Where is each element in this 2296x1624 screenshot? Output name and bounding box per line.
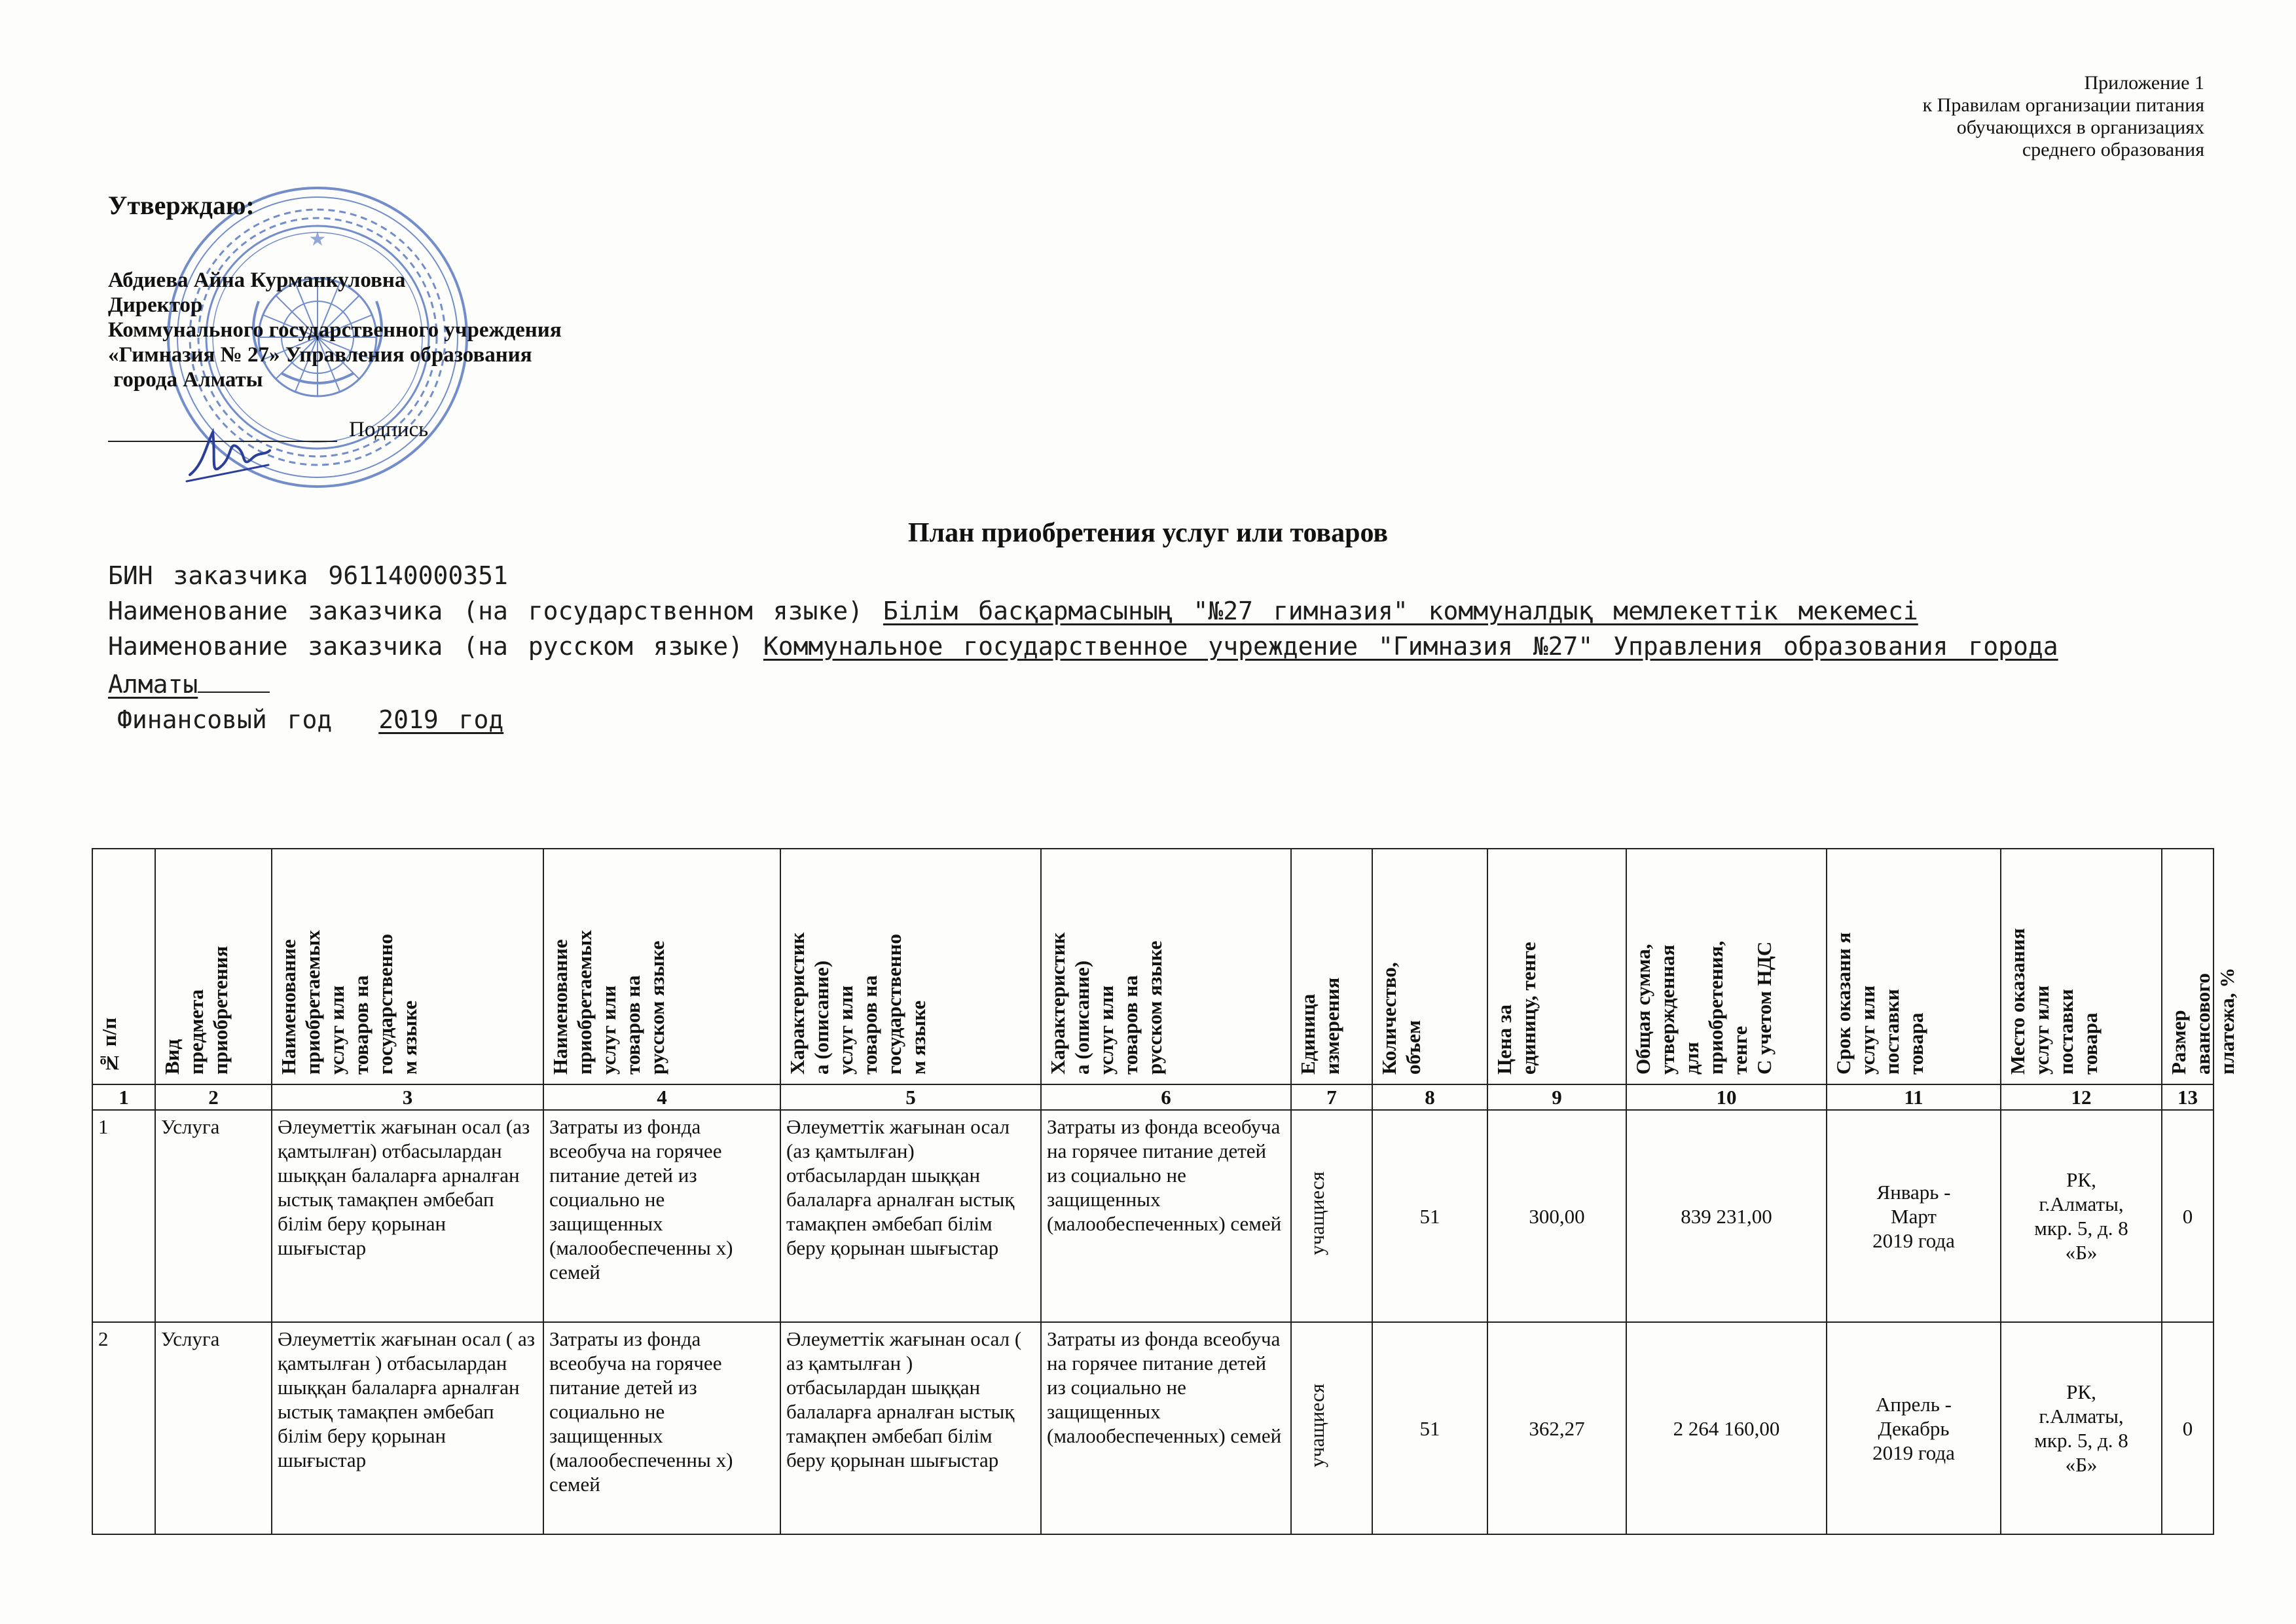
column-number: 10 xyxy=(1626,1084,1827,1110)
row-price: 362,27 xyxy=(1487,1322,1626,1534)
organization-line: «Гимназия № 27» Управления образования xyxy=(108,343,532,367)
row-qty: 51 xyxy=(1372,1322,1487,1534)
underline-pad xyxy=(198,664,270,693)
column-number: 13 xyxy=(2162,1084,2214,1110)
approver-name: Абдиева Айна Курманкуловна xyxy=(108,268,406,292)
header-cell: Наименование приобретаемых услуг или товаров на государственно м языке xyxy=(272,849,543,1084)
approver-position: Директор xyxy=(108,293,203,317)
appendix-note xyxy=(1484,72,2204,161)
approval-heading: Утверждаю: xyxy=(108,191,255,220)
row-advance: 0 xyxy=(2162,1110,2214,1322)
name-state-value: Білім басқармасының "№27 гимназия" коммуналдық мемлекеттік мекемесі xyxy=(883,597,1918,625)
column-number: 2 xyxy=(155,1084,272,1110)
row-kind: Услуга xyxy=(155,1110,272,1322)
row-kind: Услуга xyxy=(155,1322,272,1534)
document-title: План приобретения услуг или товаров xyxy=(907,518,1389,548)
header-cell: Характеристик а (описание) услуг или товаров на русском языке xyxy=(1041,849,1291,1084)
header-cell: Место оказания услуг или поставки товара xyxy=(2001,849,2162,1084)
appendix-line: Приложение 1 xyxy=(2084,72,2204,94)
column-number: 12 xyxy=(2001,1084,2162,1110)
name-state-label: Наименование заказчика (на государственном языке) xyxy=(108,597,864,625)
header-cell: Вид предмета приобретения xyxy=(155,849,272,1084)
table-row xyxy=(92,1110,2214,1322)
fin-year-label: Финансовый год xyxy=(117,705,333,734)
column-number: 8 xyxy=(1372,1084,1487,1110)
row-name-ru: Затраты из фонда всеобуча на горячее питание детей из социально не защищенных (малообеспеченны х) семей xyxy=(543,1322,780,1534)
row-desc-ru: Затраты из фонда всеобуча на горячее питание детей из социально не защищенных (малообеспеченных) семей xyxy=(1041,1322,1291,1534)
organization-line: города Алматы xyxy=(108,368,263,392)
name-ru-label: Наименование заказчика (на русском языке) xyxy=(108,632,743,661)
row-desc-kz: Әлеуметтік жағынан осал ( аз қамтылған ) отбасылардан шыққан балаларға арналған ыстық тамақпен әмбебап білім беру қорынан шығыстар xyxy=(780,1322,1041,1534)
row-unit-cell xyxy=(1291,1322,1372,1534)
approval-block xyxy=(108,190,763,442)
procurement-plan-table xyxy=(92,848,2238,1535)
column-number: 9 xyxy=(1487,1084,1626,1110)
header-cell: Срок оказани я услуг или поставки товара xyxy=(1827,849,2001,1084)
header-cell: Наименование приобретаемых услуг или товаров на русском языке xyxy=(543,849,780,1084)
column-number: 4 xyxy=(543,1084,780,1110)
organization-line: Коммунального государственного учреждения xyxy=(108,318,562,342)
name-state-line xyxy=(108,593,2085,629)
appendix-line: среднего образования xyxy=(2022,139,2204,160)
header-cell: Общая сумма, утвержденная для приобретения, тенге С учетом НДС xyxy=(1626,849,1827,1084)
row-number: 2 xyxy=(92,1322,155,1534)
row-name-ru: Затраты из фонда всеобуча на горячее питание детей из социально не защищенных (малообеспеченны х) семей xyxy=(543,1110,780,1322)
header-cell: № п/п xyxy=(92,849,155,1084)
row-unit-cell xyxy=(1291,1110,1372,1322)
row-advance: 0 xyxy=(2162,1322,2214,1534)
table-row xyxy=(92,1322,2214,1534)
row-total: 839 231,00 xyxy=(1626,1110,1827,1322)
name-ru-value: Коммунальное государственное учреждение "Гимназия №27" Управления образования города Алматы xyxy=(108,632,2058,699)
column-number: 3 xyxy=(272,1084,543,1110)
header-cell: Размер авансового платежа, % xyxy=(2162,849,2214,1084)
row-name-kz: Әлеуметтік жағынан осал ( аз қамтылған ) отбасылардан шыққан балаларға арналған ыстық тамақпен әмбебап білім беру қорынан шығыстар xyxy=(272,1322,543,1534)
column-number: 11 xyxy=(1827,1084,2001,1110)
header-cell: Количество, объем xyxy=(1372,849,1487,1084)
svg-text:★: ★ xyxy=(308,228,327,251)
column-number: 1 xyxy=(92,1084,155,1110)
row-term: Январь - Март 2019 года xyxy=(1827,1110,2001,1322)
header-cell: Характеристик а (описание) услуг или товаров на государственно м языке xyxy=(780,849,1041,1084)
row-place: РК, г.Алматы, мкр. 5, д. 8 «Б» xyxy=(2001,1110,2162,1322)
bin-line xyxy=(108,558,2085,593)
row-desc-ru: Затраты из фонда всеобуча на горячее питание детей из социально не защищенных (малообеспеченных) семей xyxy=(1041,1110,1291,1322)
appendix-line: к Правилам организации питания xyxy=(1922,94,2204,116)
row-total: 2 264 160,00 xyxy=(1626,1322,1827,1534)
row-place: РК, г.Алматы, мкр. 5, д. 8 «Б» xyxy=(2001,1322,2162,1534)
bin-label: БИН заказчика xyxy=(108,561,308,590)
row-unit: учащиеся xyxy=(1305,1172,1328,1255)
row-unit: учащиеся xyxy=(1305,1384,1328,1467)
row-term: Апрель - Декабрь 2019 года xyxy=(1827,1322,2001,1534)
row-qty: 51 xyxy=(1372,1110,1487,1322)
row-desc-kz: Әлеуметтік жағынан осал (аз қамтылған) отбасылардан шыққан балаларға арналған ыстық тамақпен әмбебап білім беру қорынан шығыстар xyxy=(780,1110,1041,1322)
fin-year-value: 2019 год xyxy=(378,705,504,734)
signature-label: Подпись xyxy=(349,418,429,441)
header-cell: Цена за единицу, тенге xyxy=(1487,849,1626,1084)
fin-year-line xyxy=(108,702,2085,737)
header-cell: Единица измерения xyxy=(1291,849,1372,1084)
appendix-line: обучающихся в организациях xyxy=(1956,117,2204,138)
bin-value: 961140000351 xyxy=(328,561,508,590)
handwritten-signature xyxy=(183,419,275,491)
column-number: 6 xyxy=(1041,1084,1291,1110)
row-number: 1 xyxy=(92,1110,155,1322)
row-name-kz: Әлеуметтік жағынан осал (аз қамтылған) отбасылардан шыққан балаларға арналған ыстық тамақпен әмбебап білім беру қорынан шығыстар xyxy=(272,1110,543,1322)
header-row xyxy=(92,849,2214,1084)
column-number-row xyxy=(92,1084,2214,1110)
column-number: 7 xyxy=(1291,1084,1372,1110)
name-ru-line xyxy=(108,629,2085,702)
row-price: 300,00 xyxy=(1487,1110,1626,1322)
customer-info xyxy=(108,558,2085,737)
column-number: 5 xyxy=(780,1084,1041,1110)
